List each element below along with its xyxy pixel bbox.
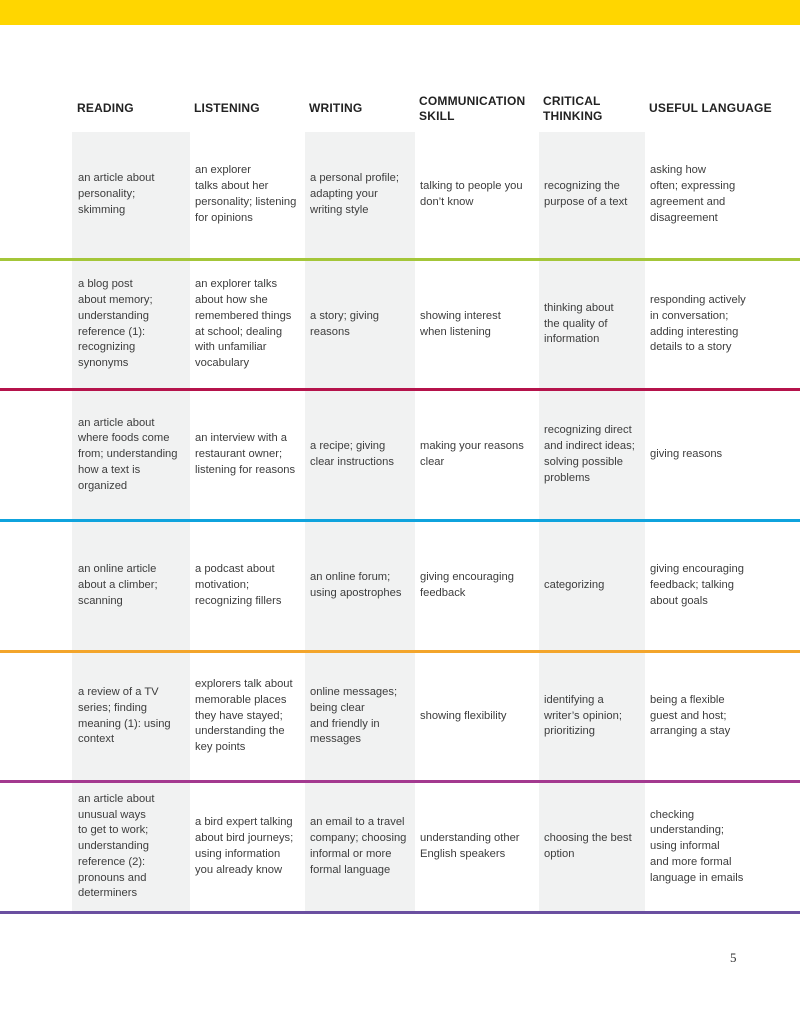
cell-listening: an interview with a restaurant owner; listening for reasons — [195, 432, 296, 476]
cell-communication: making your reasons clear — [420, 440, 524, 468]
cell-listening: explorers talk about memorable places they have stayed; understanding the key points — [195, 678, 293, 754]
header-reading — [77, 85, 134, 132]
cell-useful: asking how often; expressing agreement and disagreement — [650, 164, 736, 224]
cell-writing: an online forum; using apostrophes — [310, 571, 402, 599]
cell-communication: giving encouraging feedback — [420, 571, 514, 599]
header-writing — [309, 85, 362, 132]
cell-communication: showing interest when listening — [420, 309, 501, 338]
header-communication-line1: COMMUNICATION — [419, 93, 526, 108]
cell-useful: giving encouraging feedback; talking about goals — [650, 563, 744, 607]
table-row — [0, 522, 800, 650]
cell-writing: a story; giving reasons — [310, 309, 380, 338]
cell-writing: a recipe; giving clear instructions — [310, 440, 394, 468]
table-header — [0, 85, 800, 132]
table-row — [0, 132, 800, 258]
cell-critical: thinking about the quality of information — [544, 301, 614, 346]
table-row — [0, 391, 800, 519]
cell-listening: an explorer talks about her personality; listening for opinions — [195, 164, 297, 224]
header-communication-skill — [419, 85, 525, 132]
top-accent-bar — [0, 0, 800, 25]
cell-listening: a podcast about motivation; recognizing fillers — [195, 563, 282, 607]
cell-communication: showing flexibility — [420, 709, 507, 722]
header-useful-label: USEFUL LANGUAGE — [649, 101, 772, 115]
header-critical-line2: THINKING — [543, 108, 603, 123]
row-divider — [0, 911, 800, 914]
cell-writing: online messages; being clear and friendly in messages — [310, 685, 398, 746]
cell-useful: giving reasons — [650, 448, 723, 461]
cell-critical: identifying a writer’s opinion; prioritizing — [544, 693, 622, 738]
table-row — [0, 261, 800, 388]
cell-communication: talking to people you don’t know — [420, 180, 523, 208]
cell-listening: a bird expert talking about bird journeys; using information you already know — [195, 816, 294, 876]
header-writing-label: WRITING — [309, 101, 363, 115]
cell-communication: understanding other English speakers — [420, 832, 520, 860]
cell-reading: a review of a TV series; finding meaning (1): using context — [78, 685, 171, 746]
header-listening — [194, 85, 260, 132]
cell-useful: responding actively in conversation; adding interesting details to a story — [650, 293, 746, 354]
cell-reading: an article about where foods come from; understanding how a text is organized — [78, 416, 178, 492]
cell-critical: recognizing direct and indirect ideas; solving possible problems — [544, 424, 635, 484]
header-listening-label: LISTENING — [194, 101, 260, 115]
cell-reading: an article about personality; skimming — [78, 172, 155, 216]
cell-useful: checking understanding; using informal and more formal language in emails — [650, 808, 744, 884]
header-useful-language — [649, 85, 772, 132]
cell-critical: choosing the best option — [544, 832, 632, 860]
header-critical-thinking — [543, 85, 603, 132]
cell-critical: categorizing — [544, 579, 605, 592]
cell-useful: being a flexible guest and host; arranging a stay — [650, 693, 731, 738]
page-number: 5 — [730, 950, 737, 965]
cell-critical: recognizing the purpose of a text — [544, 180, 628, 208]
header-reading-label: READING — [77, 101, 134, 115]
header-critical-line1: CRITICAL — [543, 93, 601, 108]
cell-writing: an email to a travel company; choosing informal or more formal language — [310, 816, 407, 876]
cell-reading: a blog post about memory; understanding reference (1): recognizing synonyms — [78, 278, 153, 370]
cell-writing: a personal profile; adapting your writing style — [310, 172, 399, 216]
cell-reading: an online article about a climber; scanning — [78, 563, 158, 607]
cell-listening: an explorer talks about how she remembered things at school; dealing with unfamiliar vocabulary — [195, 278, 292, 370]
header-communication-line2: SKILL — [419, 108, 455, 123]
table-row — [0, 783, 800, 911]
table-row — [0, 653, 800, 780]
cell-reading: an article about unusual ways to get to work; understanding reference (2): pronouns and determiners — [78, 792, 155, 900]
